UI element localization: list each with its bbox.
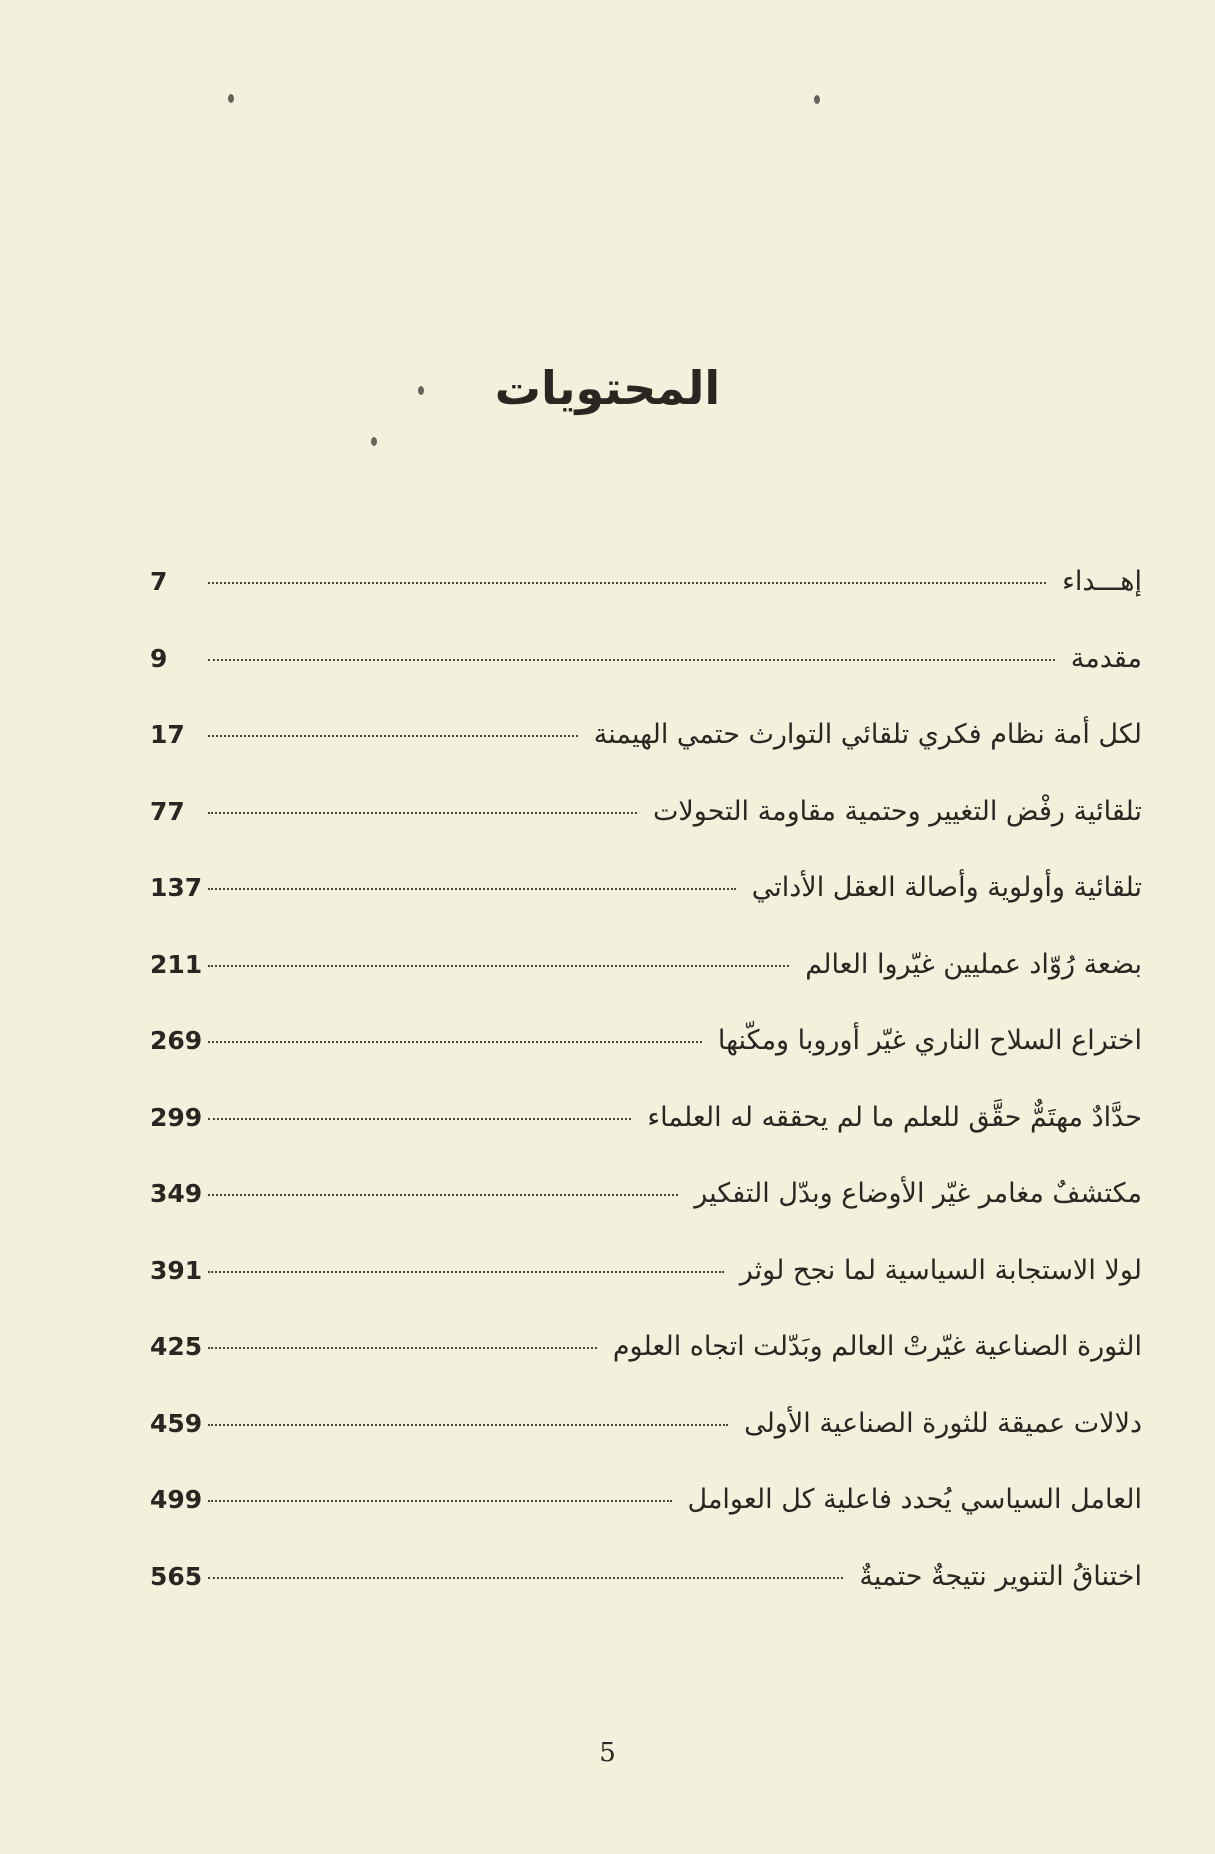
- dot-leader: [208, 1347, 597, 1349]
- toc-entry-page: 565: [150, 1561, 203, 1591]
- toc-entry-page: 269: [150, 1026, 203, 1055]
- page-number: 5: [599, 1738, 616, 1768]
- toc-entry: [150, 1561, 1142, 1638]
- toc-entry: [150, 1408, 1142, 1485]
- dot-leader: [208, 582, 1046, 584]
- toc-entry-title: تلقائية رفْض التغيير وحتمية مقاومة التحولات: [652, 795, 1142, 827]
- dot-leader: [208, 1194, 678, 1196]
- toc-entry: [150, 1484, 1142, 1561]
- dot-leader: [208, 659, 1055, 661]
- ink-speck: [228, 94, 234, 103]
- toc-entry-page: 17: [150, 720, 185, 749]
- dot-leader: [208, 965, 789, 967]
- toc-entry: [150, 643, 1142, 720]
- page-title: المحتويات: [494, 360, 721, 415]
- toc-entry-page: 9: [150, 643, 168, 673]
- ink-speck: [814, 95, 820, 104]
- toc-entry: [150, 1255, 1142, 1332]
- toc-entry: [150, 872, 1142, 949]
- toc-entry-title: تلقائية وأولوية وأصالة العقل الأداتي: [751, 872, 1142, 903]
- toc-entry: [150, 1025, 1142, 1102]
- dot-leader: [208, 1118, 631, 1120]
- toc-entry-title: اختناقُ التنوير نتيجةٌ حتميةٌ: [859, 1560, 1142, 1592]
- toc-entry-page: 299: [150, 1102, 203, 1132]
- dot-leader: [208, 888, 736, 890]
- toc-entry: [150, 1102, 1142, 1179]
- toc-entry: [150, 566, 1142, 643]
- toc-entry-page: 7: [150, 567, 168, 596]
- toc-entry-title: مقدمة: [1070, 642, 1142, 674]
- toc-entry-page: 211: [150, 949, 203, 979]
- toc-entry-title: حدَّادٌ مهتَمٌّ حقَّق للعلم ما لم يحققه له العلماء: [647, 1101, 1142, 1133]
- toc-entry-title: دلالات عميقة للثورة الصناعية الأولى: [744, 1407, 1142, 1439]
- ink-speck: [371, 437, 377, 446]
- toc-entry-title: الثورة الصناعية غيّرتْ العالم وبَدّلت اتجاه العلوم: [612, 1331, 1142, 1362]
- toc-entry-title: إهـــداء: [1062, 566, 1142, 597]
- dot-leader: [208, 735, 578, 737]
- toc-entry-title: لولا الاستجابة السياسية لما نجح لوثر: [739, 1254, 1142, 1286]
- dot-leader: [208, 1424, 728, 1426]
- toc-entry: [150, 796, 1142, 873]
- dot-leader: [208, 812, 637, 814]
- toc-entry: [150, 719, 1142, 796]
- toc-entry-title: مكتشفٌ مغامر غيّر الأوضاع وبدّل التفكير: [694, 1178, 1142, 1209]
- toc-entry-page: 459: [150, 1408, 203, 1438]
- toc-entry-page: 137: [150, 873, 203, 902]
- table-of-contents: [150, 566, 1142, 1637]
- toc-entry-page: 499: [150, 1485, 203, 1514]
- toc-entry-title: العامل السياسي يُحدد فاعلية كل العوامل: [687, 1484, 1142, 1515]
- toc-entry: [150, 949, 1142, 1026]
- toc-entry-page: 77: [150, 796, 185, 826]
- toc-entry-title: اختراع السلاح الناري غيّر أوروبا ومكّنها: [717, 1025, 1142, 1056]
- toc-entry-title: لكل أمة نظام فكري تلقائي التوارث حتمي الهيمنة: [593, 719, 1142, 750]
- toc-entry-page: 349: [150, 1179, 203, 1208]
- toc-entry: [150, 1178, 1142, 1255]
- toc-entry-page: 425: [150, 1332, 203, 1361]
- toc-entry-title: بضعة رُوّاد عمليين غيّروا العالم: [805, 948, 1142, 980]
- toc-entry: [150, 1331, 1142, 1408]
- dot-leader: [208, 1577, 843, 1579]
- dot-leader: [208, 1500, 671, 1502]
- dot-leader: [208, 1271, 724, 1273]
- dot-leader: [208, 1041, 702, 1043]
- toc-entry-page: 391: [150, 1255, 203, 1285]
